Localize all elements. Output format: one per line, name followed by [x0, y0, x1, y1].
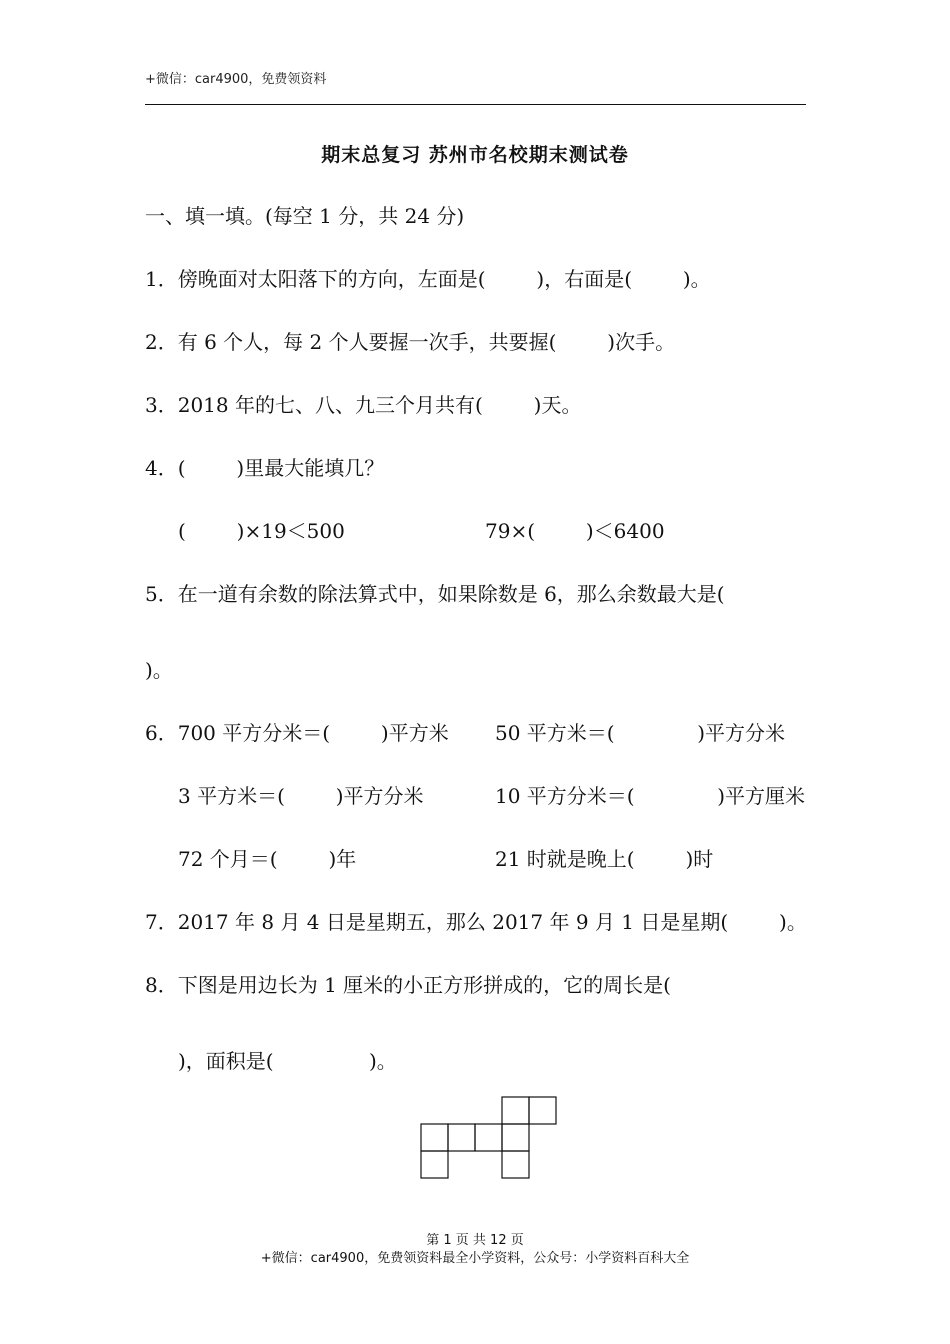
document-title: 期末总复习 苏州市名校期末测试卷 [321, 144, 629, 166]
grid-square [502, 1124, 529, 1151]
question-6-f: 21 时就是晚上( )时 [495, 847, 714, 871]
grid-square [421, 1124, 448, 1151]
page-number: 第 1 页 共 12 页 [426, 1233, 524, 1248]
question-7: 7．2017 年 8 月 4 日是星期五，那么 2017 年 9 月 1 日是星期( )。 [145, 910, 807, 934]
grid-square [448, 1124, 475, 1151]
page-header-text: +微信：car4900，免费领资料 [145, 72, 327, 87]
question-6-b: 50 平方米＝( )平方分米 [495, 721, 786, 745]
question-4-expr-b: 79×( )＜6400 [485, 519, 665, 543]
question-6-c: 3 平方米＝( )平方分米 [178, 784, 424, 808]
question-8: 8．下图是用边长为 1 厘米的小正方形拼成的，它的周长是( [145, 973, 671, 997]
question-3: 3．2018 年的七、八、九三个月共有( )天。 [145, 393, 582, 417]
grid-square [502, 1151, 529, 1178]
grid-square [475, 1124, 502, 1151]
header-rule [145, 104, 806, 105]
question-4: 4．( )里最大能填几？ [145, 456, 385, 480]
question-1: 1．傍晚面对太阳落下的方向，左面是( )，右面是( )。 [145, 267, 711, 291]
question-6-e: 72 个月＝( )年 [178, 847, 357, 871]
question-2: 2．有 6 个人，每 2 个人要握一次手，共要握( )次手。 [145, 330, 676, 354]
question-6-d: 10 平方分米＝( )平方厘米 [495, 784, 806, 808]
section-heading: 一、填一填。(每空 1 分，共 24 分) [145, 204, 465, 228]
square-grid-figure [420, 1096, 560, 1180]
question-4-expr-a: ( )×19＜500 [178, 519, 345, 543]
question-5: 5．在一道有余数的除法算式中，如果除数是 6，那么余数最大是( [145, 582, 725, 606]
question-5-continued: )。 [145, 658, 173, 682]
question-8-continued: )，面积是( )。 [178, 1049, 397, 1073]
grid-square [529, 1097, 556, 1124]
grid-square [502, 1097, 529, 1124]
question-6-a: 6．700 平方分米＝( )平方米 [145, 721, 449, 745]
footer-note: +微信：car4900，免费领资料最全小学资料，公众号：小学资料百科大全 [260, 1251, 690, 1266]
grid-square [421, 1151, 448, 1178]
